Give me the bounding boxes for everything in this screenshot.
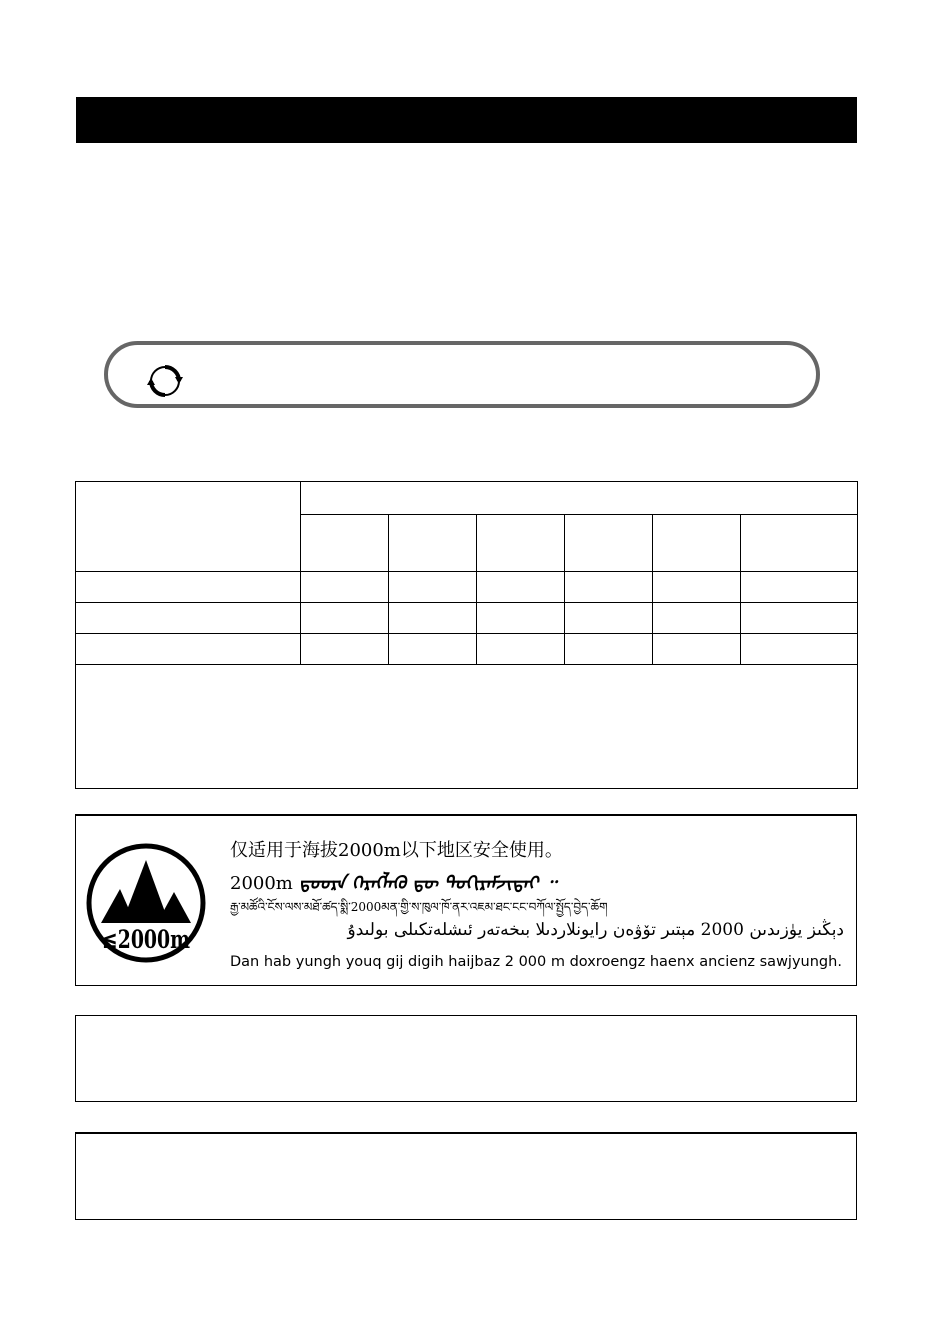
table-cell: [76, 633, 301, 664]
table-cell: [565, 633, 653, 664]
substance-header-cell: [653, 515, 741, 571]
substance-header-cell: [301, 515, 389, 571]
recycle-cycle-icon: [146, 362, 184, 400]
table-row: [76, 571, 858, 602]
substance-header-cell: [477, 515, 565, 571]
altitude-mongolian-script: ᠳ᠋ᠣᠣᠷᠠ ᠬᠡᠷᠡᠭᠯᠡᠬᠦ ᠳᠦ ᠲᠣᠬᠢᠷᠠᠮᠵᠢᠲᠠᠢ ᠃: [298, 873, 557, 894]
table-cell: [301, 602, 389, 633]
table-cell: [301, 633, 389, 664]
notice-box-upper: [75, 1015, 857, 1102]
table-cell: [565, 571, 653, 602]
table-cell: [76, 602, 301, 633]
table-cell: [477, 602, 565, 633]
altitude-text-zhuang: Dan hab yungh youq gij digih haijbaz 2 000 m doxroengz haenx ancienz sawjyungh.: [230, 954, 842, 970]
hazardous-substance-table: [75, 481, 858, 789]
table-cell: [565, 602, 653, 633]
table-cell: [653, 602, 741, 633]
altitude-text-mongolian: [230, 864, 556, 895]
table-cell: [653, 633, 741, 664]
table-cell: [741, 571, 858, 602]
table-header-row: [76, 482, 858, 515]
table-notes-cell: [76, 665, 858, 789]
notice-box-lower: [75, 1132, 857, 1220]
altitude-text-chinese: 仅适用于海拔2000m以下地区安全使用。: [230, 840, 563, 861]
substance-header-cell: [389, 515, 477, 571]
table-row: [76, 602, 858, 633]
altitude-text-uyghur: دېڭىز يۈزىدىن 2000 مېتىر تۆۋەن رايونلاردىلا بىخەتەر ئىشلەتكىلى بولىدۇ: [347, 920, 844, 940]
altitude-mongolian-number: 2000m: [230, 873, 293, 894]
table-row: [76, 633, 858, 664]
part-name-header-cell: [76, 482, 301, 572]
table-cell: [389, 571, 477, 602]
table-cell: [653, 571, 741, 602]
substance-group-header-cell: [301, 482, 858, 515]
table-cell: [741, 633, 858, 664]
table-cell: [477, 633, 565, 664]
table-cell: [389, 633, 477, 664]
table-cell: [741, 602, 858, 633]
altitude-logo-label: ≤2000m: [102, 925, 190, 954]
table-cell: [477, 571, 565, 602]
recycling-period-box: [104, 341, 820, 408]
table-cell: [76, 571, 301, 602]
mountain-center-peak: [122, 860, 169, 923]
substance-header-cell: [741, 515, 858, 571]
table-cell: [301, 571, 389, 602]
header-bar: [76, 97, 857, 143]
altitude-text-tibetan: རྒྱ་མཚོའི་ངོས་ལས་མཐོ་ཚད་སྨི་2000མན་གྱི་ས་ཁུལ་ཁོ་ནར་འཇམ་ཐང་ངང་བཀོལ་སྤྱོད་བྱེད་ཆོག: [230, 900, 608, 914]
altitude-notice-box: [75, 814, 857, 986]
table-cell: [389, 602, 477, 633]
substance-header-cell: [565, 515, 653, 571]
table-notes-row: [76, 665, 858, 789]
altitude-mountain-logo: [85, 842, 207, 964]
